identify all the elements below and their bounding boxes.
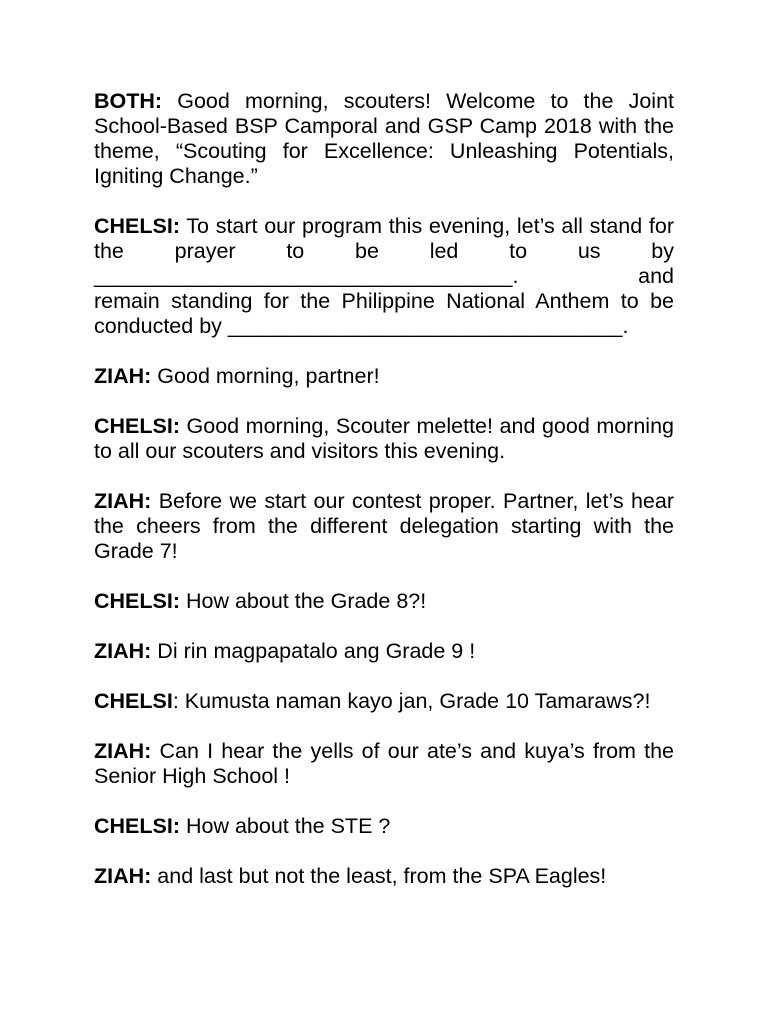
speaker-name: CHELSI: [94, 814, 180, 838]
dialogue-line [94, 589, 674, 614]
fill-in-blank-line: ___________________________________. and [94, 264, 674, 288]
speaker-name: ZIAH: [94, 639, 152, 663]
speaker-name: ZIAH: [94, 489, 152, 513]
speaker-name: CHELSI: [94, 214, 180, 238]
dialogue-line [94, 364, 674, 389]
dialogue-line [94, 814, 674, 839]
document-page [94, 89, 674, 914]
speaker-name: ZIAH: [94, 739, 152, 763]
dialogue-text: Good morning, Scouter melette! and good morning to all our scouters and visitors this evening. [94, 414, 674, 463]
dialogue-line [94, 864, 674, 889]
dialogue-text: How about the STE ? [180, 814, 391, 838]
dialogue-line [94, 489, 674, 564]
dialogue-text: Di rin magpapatalo ang Grade 9 ! [151, 639, 476, 663]
dialogue-line [94, 639, 674, 664]
dialogue-line [94, 739, 674, 789]
dialogue-text: and last but not the least, from the SPA Eagles! [151, 864, 607, 888]
speaker-name: CHELSI [94, 689, 173, 713]
speaker-name: CHELSI: [94, 414, 180, 438]
dialogue-text: Can I hear the yells of our ate’s and kuya’s from the Senior High School ! [94, 739, 674, 788]
dialogue-text: To start our program this evening, let’s all stand for the prayer to be led to us by [94, 214, 674, 263]
dialogue-line [94, 214, 674, 339]
dialogue-first-part [94, 214, 674, 264]
dialogue-text: Before we start our contest proper. Partner, let’s hear the cheers from the different delegation starting with the Grade 7! [94, 489, 674, 563]
dialogue-text: Good morning, partner! [151, 364, 380, 388]
dialogue-line [94, 89, 674, 189]
dialogue-text: How about the Grade 8?! [180, 589, 427, 613]
dialogue-text: Good morning, scouters! Welcome to the Joint School-Based BSP Camporal and GSP Camp 2018 with the theme, “Scouting for Excellence: Unleashing Potentials, Igniting Change.” [94, 89, 674, 188]
speaker-name: CHELSI: [94, 589, 180, 613]
dialogue-second-part: remain standing for the Philippine National Anthem to be conducted by _________________________________. [94, 289, 674, 338]
speaker-name: ZIAH: [94, 864, 152, 888]
dialogue-line [94, 689, 674, 714]
dialogue-line [94, 414, 674, 464]
speaker-name: ZIAH: [94, 364, 152, 388]
dialogue-text: : Kumusta naman kayo jan, Grade 10 Tamaraws?! [172, 689, 651, 713]
speaker-name: BOTH: [94, 89, 163, 113]
